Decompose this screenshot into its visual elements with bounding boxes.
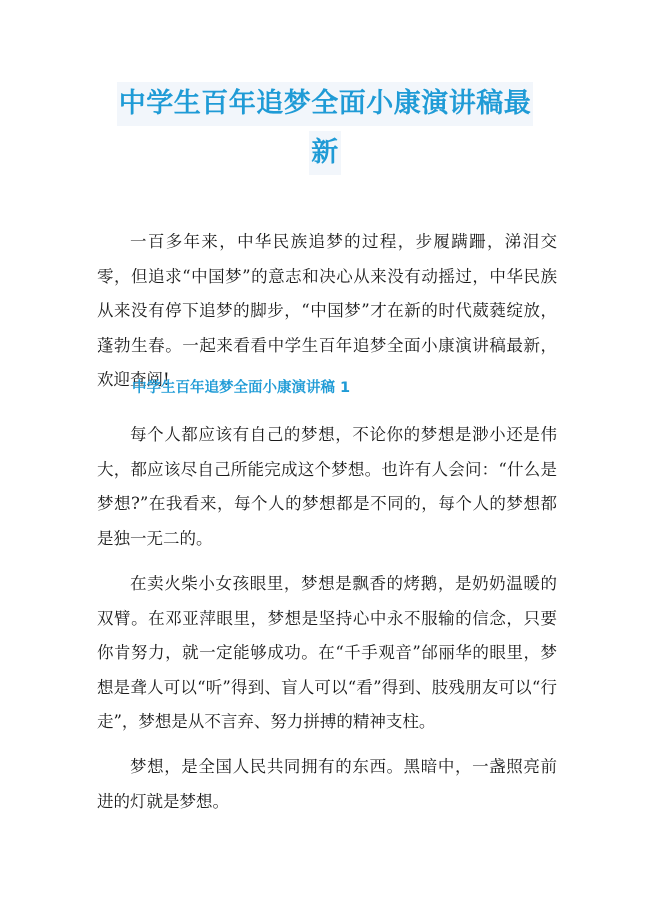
intro-paragraph: 一百多年来，中华民族追梦的过程，步履蹒跚，涕泪交零，但追求“中国梦”的意志和决心从来没有动摇过，中华民族从来没有停下追梦的脚步，“中国梦”才在新的时代葳蕤绽放，蓬勃生春。一起来看看中学生百年追梦全面小康演讲稿最新，欢迎查阅!	[97, 232, 557, 389]
body-paragraph-1: 每个人都应该有自己的梦想，不论你的梦想是渺小还是伟大，都应该尽自己所能完成这个梦想。也许有人会问：“什么是梦想?”在我看来，每个人的梦想都是不同的，每个人的梦想都是独一无二的。	[97, 425, 557, 548]
body-paragraph-3: 梦想，是全国人民共同拥有的东西。黑暗中，一盏照亮前进的灯就是梦想。	[97, 757, 557, 811]
title-line-1: 中学生百年追梦全面小康演讲稿最	[117, 82, 534, 126]
document-title	[90, 82, 560, 175]
body-paragraph-2: 在卖火柴小女孩眼里，梦想是飘香的烤鹅，是奶奶温暖的双臂。在邓亚萍眼里，梦想是坚持心中永不服输的信念，只要你肯努力，就一定能够成功。在“千手观音”邰丽华的眼里，梦想是聋人可以“听”得到、盲人可以“看”得到、肢残朋友可以“行走”，梦想是从不言弃、努力拼搏的精神支柱。	[97, 574, 557, 731]
title-line-2: 新	[309, 131, 341, 175]
section-heading: 中学生百年追梦全面小康演讲稿 1	[132, 380, 351, 396]
